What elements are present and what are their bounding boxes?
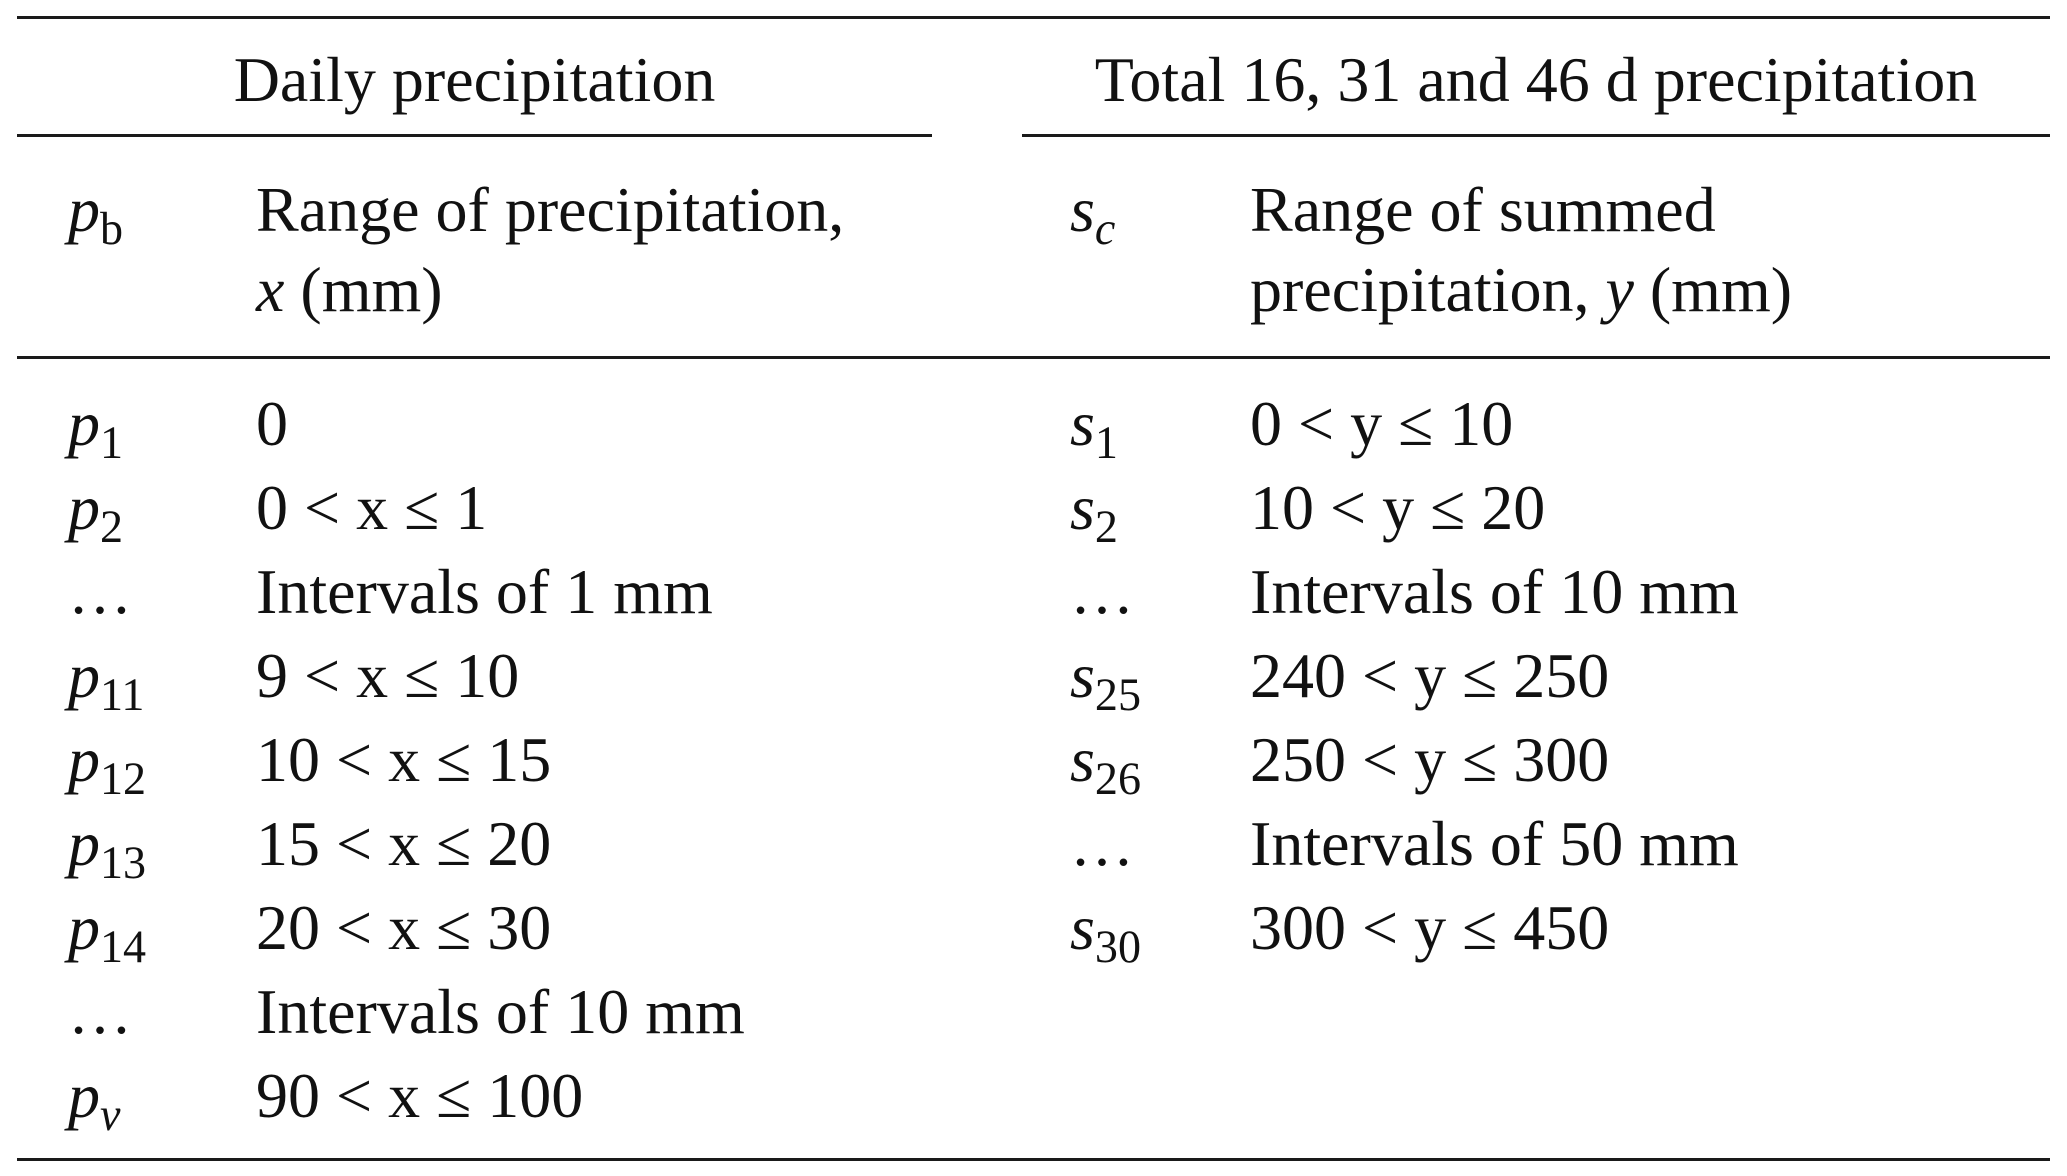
left-symbol-9-base: p xyxy=(68,1060,100,1131)
right-range-1: 0 < y ≤ 10 xyxy=(1250,388,1514,459)
right-symbol-5-base: s xyxy=(1070,724,1095,795)
left-symbol-8-base: … xyxy=(68,976,132,1047)
left-range-1: 0 xyxy=(256,388,288,459)
left-symbol-4 xyxy=(68,640,145,720)
left-symbol-7-base: p xyxy=(68,892,100,963)
header-right-range-pre: precipitation, xyxy=(1250,254,1606,325)
header-sc-sub: c xyxy=(1094,202,1116,254)
header-left-range-var: x xyxy=(256,254,285,325)
left-symbol-4-sub: 11 xyxy=(100,668,145,720)
left-symbol-9-sub: v xyxy=(100,1088,121,1140)
left-symbol-6-base: p xyxy=(68,808,100,879)
left-symbol-1-base: p xyxy=(68,388,100,459)
right-symbol-6 xyxy=(1070,808,1134,879)
left-range-6: 15 < x ≤ 20 xyxy=(256,808,552,879)
left-symbol-5-base: p xyxy=(68,724,100,795)
right-symbol-7 xyxy=(1070,892,1141,972)
left-range-2: 0 < x ≤ 1 xyxy=(256,472,488,543)
left-symbol-5 xyxy=(68,724,147,804)
right-symbol-6-base: … xyxy=(1070,808,1134,879)
header-bottom-rule xyxy=(17,356,2050,359)
right-symbol-7-sub: 30 xyxy=(1094,920,1141,972)
header-pb-base: p xyxy=(68,174,100,245)
left-range-4: 9 < x ≤ 10 xyxy=(256,640,520,711)
left-symbol-7 xyxy=(68,892,147,972)
left-range-8: Intervals of 10 mm xyxy=(256,976,745,1047)
left-range-5: 10 < x ≤ 15 xyxy=(256,724,552,795)
right-range-3: Intervals of 10 mm xyxy=(1250,556,1739,627)
right-symbol-4-sub: 25 xyxy=(1094,668,1141,720)
left-symbol-6 xyxy=(68,808,147,888)
left-symbol-4-base: p xyxy=(68,640,100,711)
left-symbol-1 xyxy=(68,388,124,468)
left-symbol-5-sub: 12 xyxy=(100,752,147,804)
header-sc-symbol xyxy=(1070,174,1116,254)
left-symbol-6-sub: 13 xyxy=(100,836,147,888)
right-range-5: 250 < y ≤ 300 xyxy=(1250,724,1610,795)
header-right-range-unit: (mm) xyxy=(1633,254,1793,325)
bottom-rule xyxy=(17,1158,2050,1161)
right-range-6: Intervals of 50 mm xyxy=(1250,808,1739,879)
right-symbol-7-base: s xyxy=(1070,892,1095,963)
top-rule xyxy=(17,16,2050,19)
right-symbol-2-sub: 2 xyxy=(1094,500,1118,552)
right-symbol-3-base: … xyxy=(1070,556,1134,627)
right-symbol-3 xyxy=(1070,556,1134,627)
left-symbol-1-sub: 1 xyxy=(100,416,124,468)
total-group-rule xyxy=(1022,134,2050,137)
right-range-4: 240 < y ≤ 250 xyxy=(1250,640,1610,711)
left-range-9: 90 < x ≤ 100 xyxy=(256,1060,584,1131)
left-symbol-2-base: p xyxy=(68,472,100,543)
right-range-7: 300 < y ≤ 450 xyxy=(1250,892,1610,963)
header-right-range-var: y xyxy=(1605,254,1634,325)
header-right-range-line2 xyxy=(1250,254,1793,325)
left-symbol-3-base: … xyxy=(68,556,132,627)
left-symbol-3 xyxy=(68,556,132,627)
header-right-range-line1: Range of summed xyxy=(1250,174,1716,245)
left-symbol-9 xyxy=(68,1060,121,1140)
header-left-range-line2 xyxy=(256,254,443,325)
header-left-range-unit: (mm) xyxy=(284,254,443,325)
daily-precipitation-heading: Daily precipitation xyxy=(233,44,716,115)
right-symbol-1-sub: 1 xyxy=(1094,416,1118,468)
left-symbol-2-sub: 2 xyxy=(100,500,124,552)
right-symbol-5-sub: 26 xyxy=(1094,752,1141,804)
right-symbol-4-base: s xyxy=(1070,640,1095,711)
header-pb-sub: b xyxy=(100,202,124,254)
left-symbol-7-sub: 14 xyxy=(100,920,147,972)
left-range-7: 20 < x ≤ 30 xyxy=(256,892,552,963)
total-precipitation-heading: Total 16, 31 and 46 d precipitation xyxy=(1094,44,1978,115)
right-symbol-1 xyxy=(1070,388,1118,468)
header-sc-base: s xyxy=(1070,174,1095,245)
right-symbol-4 xyxy=(1070,640,1141,720)
right-symbol-2-base: s xyxy=(1070,472,1095,543)
right-range-2: 10 < y ≤ 20 xyxy=(1250,472,1546,543)
right-symbol-2 xyxy=(1070,472,1118,552)
header-left-range-line1: Range of precipitation, xyxy=(256,174,845,245)
right-symbol-5 xyxy=(1070,724,1141,804)
left-symbol-8 xyxy=(68,976,132,1047)
right-symbol-1-base: s xyxy=(1070,388,1095,459)
header-pb-symbol xyxy=(68,174,124,254)
daily-group-rule xyxy=(17,134,932,137)
left-range-3: Intervals of 1 mm xyxy=(256,556,713,627)
left-symbol-2 xyxy=(68,472,124,552)
